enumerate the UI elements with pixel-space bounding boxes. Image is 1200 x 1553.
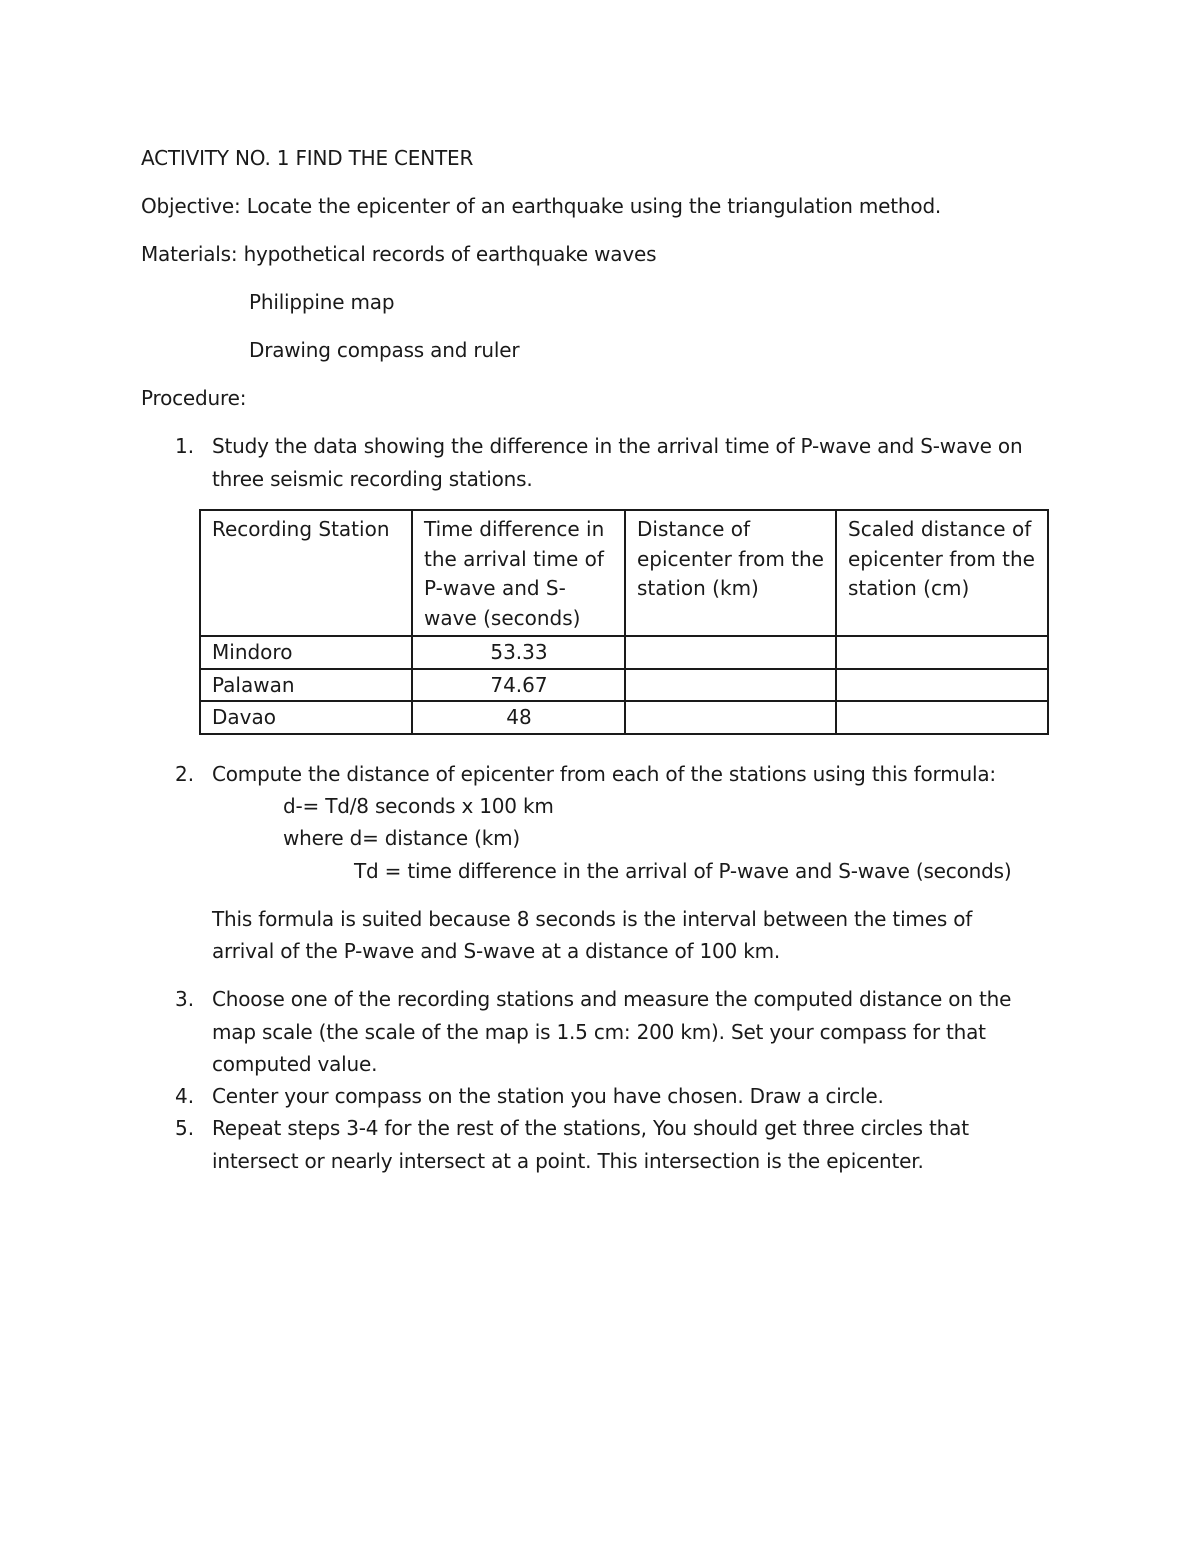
time-difference-cell: 53.33: [412, 636, 625, 669]
table-header-cell: Time difference in the arrival time of P-wave and S-wave (seconds): [412, 510, 625, 636]
table-header-row: [200, 510, 1048, 636]
step-text: map scale (the scale of the map is 1.5 cm: 200 km). Set your compass for that: [212, 1020, 986, 1044]
step-text: Center your compass on the station you have chosen. Draw a circle.: [212, 1084, 884, 1108]
materials-text: Materials: hypothetical records of earthquake waves: [141, 242, 657, 266]
materials-item: Drawing compass and ruler: [249, 338, 520, 362]
distance-cell: [625, 701, 836, 734]
formula-text: d-= Td/8 seconds x 100 km: [283, 794, 554, 818]
step-text: Repeat steps 3-4 for the rest of the stations, You should get three circles that: [212, 1116, 969, 1140]
station-cell: Palawan: [200, 669, 412, 702]
step-text: Compute the distance of epicenter from each of the stations using this formula:: [212, 762, 996, 786]
scaled-distance-cell: [836, 636, 1048, 669]
table-header-cell: Scaled distance of epicenter from the station (cm): [836, 510, 1048, 636]
step-number: 4.: [175, 1084, 195, 1108]
formula-td-definition: Td = time difference in the arrival of P-wave and S-wave (seconds): [354, 859, 1012, 883]
step-text: intersect or nearly intersect at a point. This intersection is the epicenter.: [212, 1149, 924, 1173]
time-difference-cell: 48: [412, 701, 625, 734]
step-number: 3.: [175, 987, 195, 1011]
seismic-data-table: [199, 509, 1049, 735]
formula-note: This formula is suited because 8 seconds is the interval between the times of: [212, 907, 973, 931]
station-cell: Mindoro: [200, 636, 412, 669]
step-number: 2.: [175, 762, 195, 786]
formula-note: arrival of the P-wave and S-wave at a distance of 100 km.: [212, 939, 781, 963]
procedure-label: Procedure:: [141, 386, 247, 410]
step-text: three seismic recording stations.: [212, 467, 533, 491]
distance-cell: [625, 636, 836, 669]
step-text: Study the data showing the difference in the arrival time of P-wave and S-wave on: [212, 434, 1023, 458]
table-header-cell: Recording Station: [200, 510, 412, 636]
station-cell: Davao: [200, 701, 412, 734]
materials-item: Philippine map: [249, 290, 395, 314]
step-number: 1.: [175, 434, 195, 458]
formula-where: where d= distance (km): [283, 826, 520, 850]
scaled-distance-cell: [836, 669, 1048, 702]
table-header-cell: Distance of epicenter from the station (km): [625, 510, 836, 636]
distance-cell: [625, 669, 836, 702]
step-number: 5.: [175, 1116, 195, 1140]
objective-text: Objective: Locate the epicenter of an earthquake using the triangulation method.: [141, 194, 942, 218]
step-text: computed value.: [212, 1052, 378, 1076]
scaled-distance-cell: [836, 701, 1048, 734]
table-row: [200, 636, 1048, 669]
table-row: [200, 669, 1048, 702]
time-difference-cell: 74.67: [412, 669, 625, 702]
table-row: [200, 701, 1048, 734]
activity-title: ACTIVITY NO. 1 FIND THE CENTER: [141, 146, 474, 170]
step-text: Choose one of the recording stations and measure the computed distance on the: [212, 987, 1012, 1011]
